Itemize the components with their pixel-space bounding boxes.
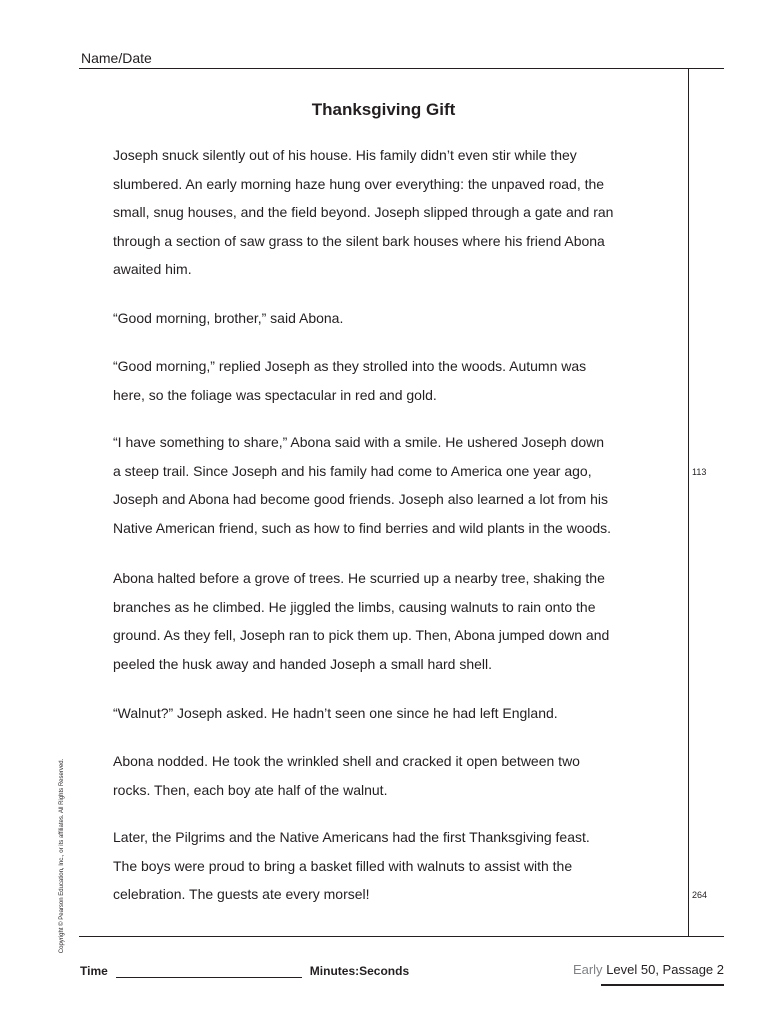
paragraph-5 [113, 564, 678, 678]
margin-rule [688, 68, 689, 937]
text-line: Abona nodded. He took the wrinkled shell and cracked it open between two [113, 753, 580, 769]
word-count-113: 113 [692, 467, 707, 477]
text-line: ground. As they fell, Joseph ran to pick them up. Then, Abona jumped down and [113, 627, 610, 644]
top-rule [79, 68, 724, 69]
text-line: peeled the husk away and handed Joseph a small hard shell. [113, 655, 493, 672]
text-line: celebration. The guests ate every morsel! [113, 886, 370, 903]
text-line: The boys were proud to bring a basket filled with walnuts to assist with the [113, 857, 573, 874]
paragraph-4 [113, 428, 678, 542]
text-line: Later, the Pilgrims and the Native Americans had the first Thanksgiving feast. [113, 829, 590, 845]
passage-title: Thanksgiving Gift [311, 100, 456, 119]
time-blank-line [116, 965, 302, 978]
text-line: here, so the foliage was spectacular in red and gold. [113, 386, 437, 403]
time-field [80, 964, 409, 978]
text-line: “Good morning, brother,” said Abona. [113, 310, 344, 326]
text-line: through a section of saw grass to the silent bark houses where his friend Abona [113, 232, 605, 249]
word-count-264: 264 [692, 890, 708, 900]
text-line: slumbered. An early morning haze hung over everything: the unpaved road, the [113, 175, 605, 192]
text-line: Abona halted before a grove of trees. He scurried up a nearby tree, shaking the [113, 570, 605, 586]
paragraph-3 [113, 352, 678, 409]
text-line: rocks. Then, each boy ate half of the walnut. [113, 781, 388, 798]
text-line: Native American friend, such as how to find berries and wild plants in the woods. [113, 519, 612, 536]
text-line: awaited him. [113, 261, 192, 278]
text-line: Joseph and Abona had become good friends. Joseph also learned a lot from his [113, 491, 608, 508]
text-line: “I have something to share,” Abona said with a smile. He ushered Joseph down [113, 434, 605, 450]
copyright-notice: Copyright © Pearson Education, Inc., or its affiliates. All Rights Reserved. [59, 758, 65, 954]
text-line: “Walnut?” Joseph asked. He hadn’t seen one since he had left England. [113, 705, 558, 721]
bottom-rule [79, 936, 724, 937]
minutes-seconds-label: Minutes:Seconds [309, 964, 410, 978]
time-label: Time [80, 964, 108, 978]
paragraph-1 [113, 141, 678, 284]
paragraph-6 [113, 699, 678, 728]
text-line: small, snug houses, and the field beyond. Joseph slipped through a gate and ran [113, 204, 614, 221]
level-text: Level 50, Passage 2 [606, 962, 724, 977]
text-line: Joseph snuck silently out of his house. His family didn’t even stir while they [113, 147, 577, 163]
paragraph-2 [113, 304, 678, 333]
text-line: “Good morning,” replied Joseph as they strolled into the woods. Autumn was [113, 358, 587, 374]
name-date-label: Name/Date [81, 50, 152, 66]
level-prefix: Early [572, 962, 603, 977]
level-passage-label [573, 962, 724, 977]
paragraph-7 [113, 747, 678, 804]
text-line: a steep trail. Since Joseph and his family had come to America one year ago, [113, 462, 592, 479]
text-line: branches as he climbed. He jiggled the limbs, causing walnuts to rain onto the [113, 598, 596, 615]
paragraph-8 [113, 823, 678, 909]
level-underline [601, 984, 724, 986]
